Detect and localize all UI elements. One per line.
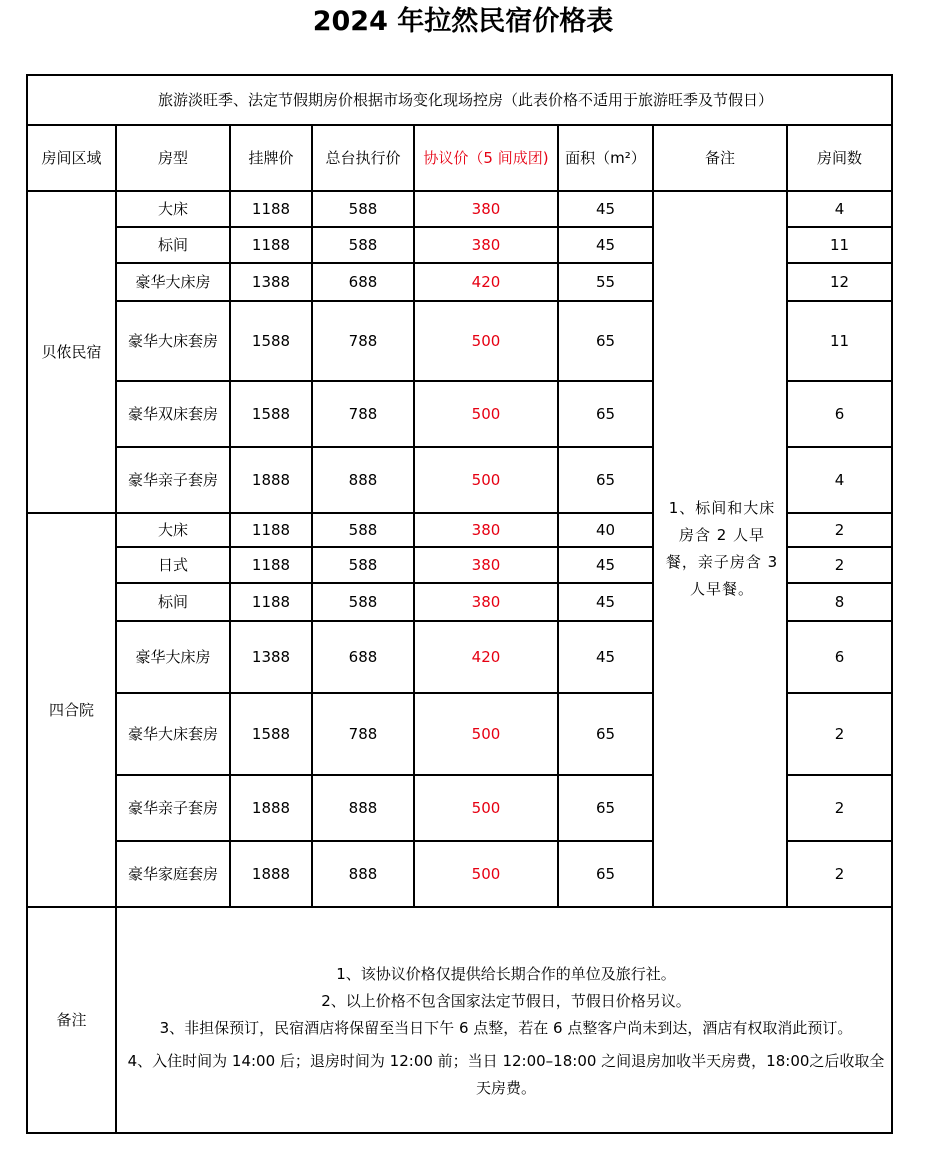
room-type-cell: 豪华亲子套房	[116, 447, 230, 513]
room-type-cell: 豪华大床房	[116, 263, 230, 301]
room-count-cell: 6	[787, 621, 892, 693]
price-table	[26, 74, 893, 1134]
list-price-cell: 1888	[230, 841, 312, 907]
agreed-price-cell: 420	[414, 263, 558, 301]
agreed-price-cell: 500	[414, 775, 558, 841]
notes-row	[27, 907, 892, 1133]
list-price-cell: 1188	[230, 227, 312, 263]
agreed-price-cell: 380	[414, 583, 558, 621]
header-cell: 备注	[653, 125, 787, 191]
table-row	[27, 191, 892, 227]
desk-price-cell: 888	[312, 841, 414, 907]
agreed-price-cell: 380	[414, 227, 558, 263]
room-count-cell: 2	[787, 513, 892, 547]
table-caption: 旅游淡旺季、法定节假期房价根据市场变化现场控房（此表价格不适用于旅游旺季及节假日）	[27, 75, 892, 125]
room-type-cell: 豪华双床套房	[116, 381, 230, 447]
desk-price-cell: 788	[312, 301, 414, 381]
list-price-cell: 1588	[230, 301, 312, 381]
note-line: 1、该协议价格仅提供给长期合作的单位及旅行社。	[336, 964, 676, 983]
room-area-cell: 贝侬民宿	[27, 191, 116, 513]
list-price-cell: 1888	[230, 775, 312, 841]
room-type-cell: 标间	[116, 227, 230, 263]
room-count-cell: 4	[787, 191, 892, 227]
desk-price-cell: 688	[312, 621, 414, 693]
room-count-cell: 2	[787, 693, 892, 775]
room-count-cell: 2	[787, 841, 892, 907]
desk-price-cell: 888	[312, 447, 414, 513]
desk-price-cell: 588	[312, 227, 414, 263]
room-type-cell: 标间	[116, 583, 230, 621]
list-price-cell: 1188	[230, 547, 312, 583]
list-price-cell: 1888	[230, 447, 312, 513]
page-title: 2024 年拉然民宿价格表	[312, 6, 614, 37]
agreed-price-cell: 500	[414, 301, 558, 381]
room-size-cell: 45	[558, 227, 653, 263]
room-count-cell: 6	[787, 381, 892, 447]
list-price-cell: 1588	[230, 693, 312, 775]
header-cell: 房间区域	[27, 125, 116, 191]
desk-price-cell: 588	[312, 583, 414, 621]
desk-price-cell: 588	[312, 191, 414, 227]
desk-price-cell: 588	[312, 513, 414, 547]
header-cell: 挂牌价	[230, 125, 312, 191]
room-size-cell: 40	[558, 513, 653, 547]
remark-cell: 1、标间和大床房含 2 人早餐，亲子房含 3 人早餐。	[653, 191, 787, 907]
note-line: 4、入住时间为 14:00 后；退房时间为 12:00 前；当日 12:00–18:00 之间退房加收半天房费，18:00之后收取全天房费。	[127, 1051, 885, 1097]
list-price-cell: 1388	[230, 621, 312, 693]
room-size-cell: 65	[558, 841, 653, 907]
room-size-cell: 65	[558, 301, 653, 381]
list-price-cell: 1188	[230, 513, 312, 547]
desk-price-cell: 788	[312, 693, 414, 775]
list-price-cell: 1588	[230, 381, 312, 447]
agreed-price-cell: 500	[414, 841, 558, 907]
room-size-cell: 65	[558, 693, 653, 775]
agreed-price-cell: 380	[414, 191, 558, 227]
agreed-price-cell: 420	[414, 621, 558, 693]
header-cell-agreed-price: 协议价（5 间成团)	[414, 125, 558, 191]
price-table-body	[27, 75, 892, 1133]
notes-cell	[116, 907, 892, 1133]
room-type-cell: 豪华大床套房	[116, 693, 230, 775]
header-cell: 房间数	[787, 125, 892, 191]
desk-price-cell: 688	[312, 263, 414, 301]
note-line: 2、以上价格不包含国家法定节假日，节假日价格另议。	[321, 991, 691, 1010]
room-size-cell: 55	[558, 263, 653, 301]
room-count-cell: 12	[787, 263, 892, 301]
agreed-price-cell: 500	[414, 693, 558, 775]
header-cell: 房型	[116, 125, 230, 191]
room-size-cell: 45	[558, 191, 653, 227]
room-type-cell: 大床	[116, 513, 230, 547]
desk-price-cell: 788	[312, 381, 414, 447]
room-size-cell: 45	[558, 547, 653, 583]
room-count-cell: 11	[787, 301, 892, 381]
room-type-cell: 豪华大床房	[116, 621, 230, 693]
header-cell: 总台执行价	[312, 125, 414, 191]
room-size-cell: 45	[558, 583, 653, 621]
room-type-cell: 豪华亲子套房	[116, 775, 230, 841]
notes-label-cell: 备注	[27, 907, 116, 1133]
room-size-cell: 65	[558, 775, 653, 841]
agreed-price-cell: 380	[414, 547, 558, 583]
agreed-price-cell: 500	[414, 447, 558, 513]
caption-row	[27, 75, 892, 125]
agreed-price-cell: 500	[414, 381, 558, 447]
room-size-cell: 65	[558, 381, 653, 447]
room-type-cell: 日式	[116, 547, 230, 583]
desk-price-cell: 888	[312, 775, 414, 841]
room-count-cell: 2	[787, 775, 892, 841]
list-price-cell: 1188	[230, 583, 312, 621]
header-row	[27, 125, 892, 191]
room-count-cell: 4	[787, 447, 892, 513]
room-size-cell: 65	[558, 447, 653, 513]
room-type-cell: 豪华家庭套房	[116, 841, 230, 907]
room-count-cell: 2	[787, 547, 892, 583]
room-count-cell: 11	[787, 227, 892, 263]
note-line: 3、非担保预订，民宿酒店将保留至当日下午 6 点整，若在 6 点整客户尚未到达，酒店有权取消此预订。	[159, 1018, 853, 1037]
room-type-cell: 豪华大床套房	[116, 301, 230, 381]
desk-price-cell: 588	[312, 547, 414, 583]
room-type-cell: 大床	[116, 191, 230, 227]
list-price-cell: 1388	[230, 263, 312, 301]
header-cell: 面积（m²）	[558, 125, 653, 191]
room-count-cell: 8	[787, 583, 892, 621]
room-area-cell: 四合院	[27, 513, 116, 907]
agreed-price-cell: 380	[414, 513, 558, 547]
list-price-cell: 1188	[230, 191, 312, 227]
room-size-cell: 45	[558, 621, 653, 693]
